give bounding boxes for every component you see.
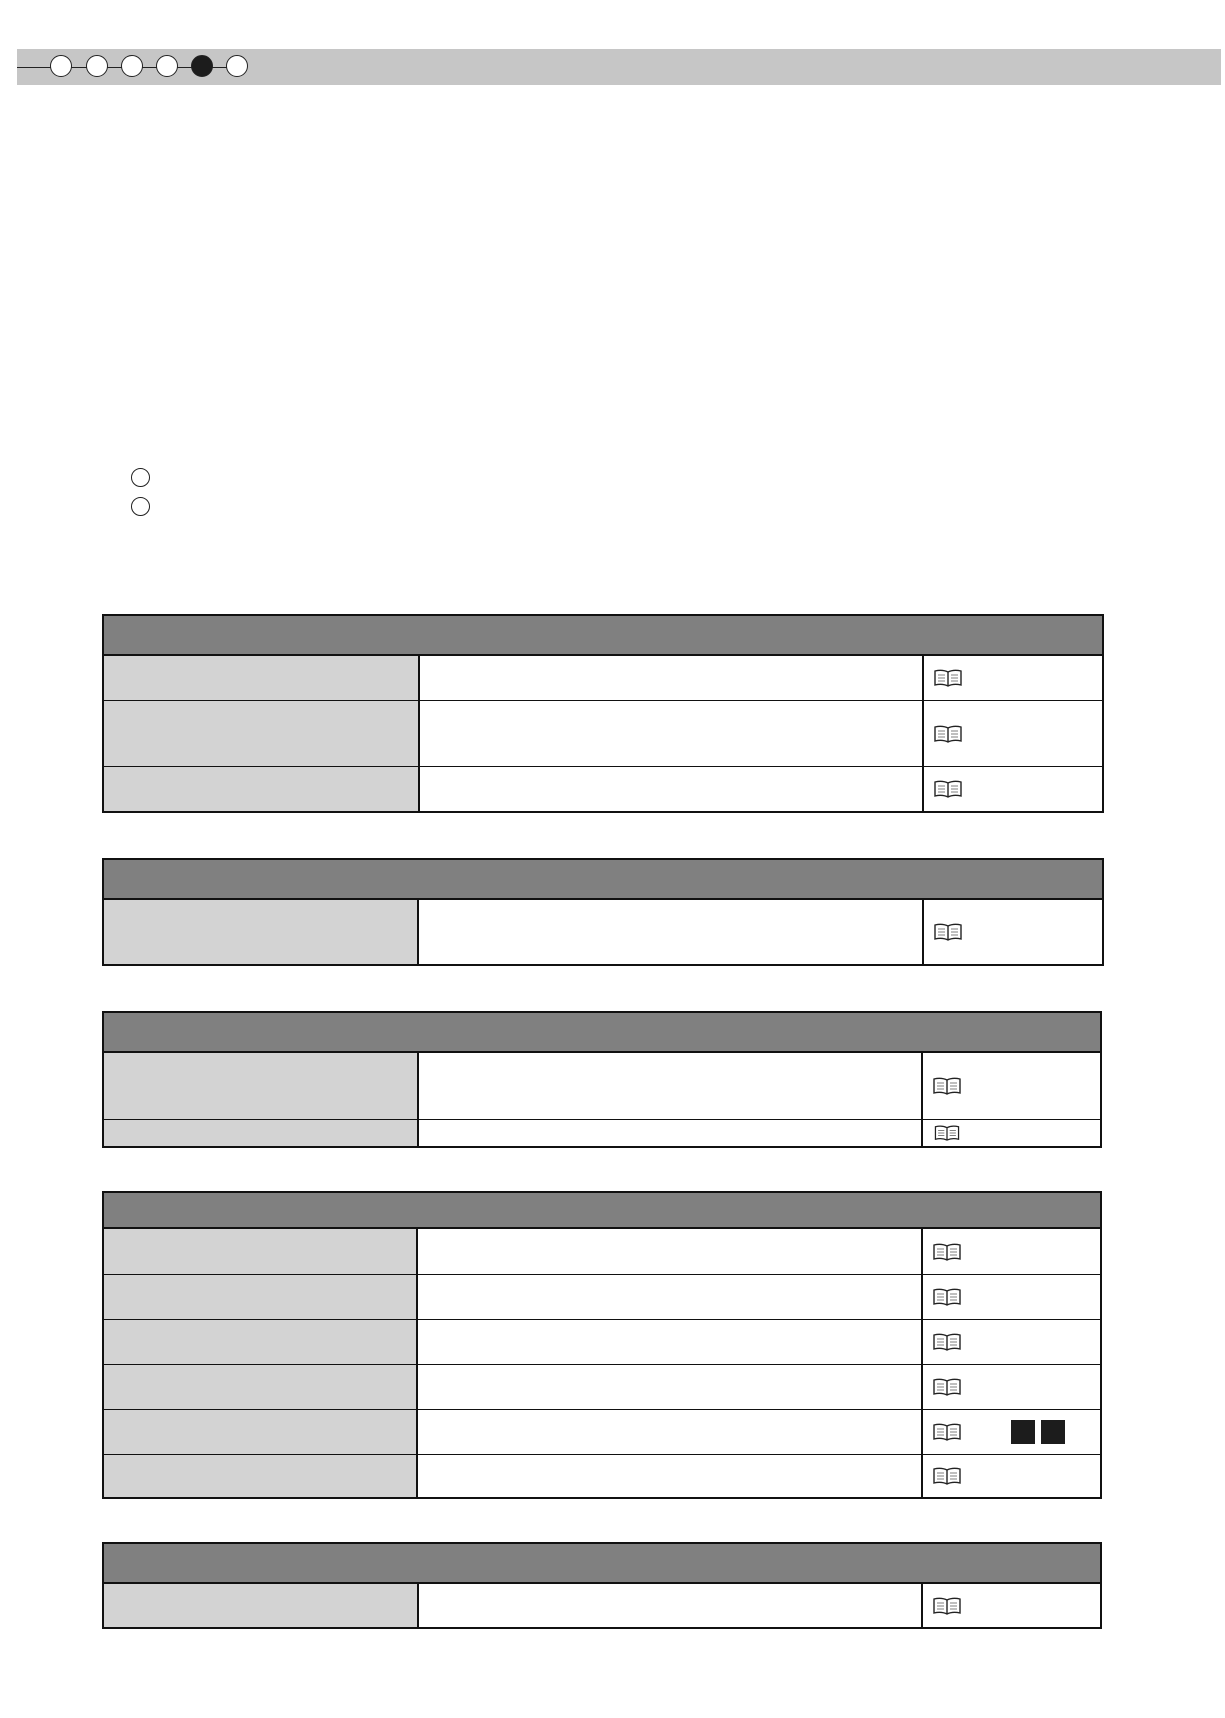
table-header — [104, 616, 1102, 656]
description-cell — [420, 656, 924, 700]
table-3 — [102, 1011, 1102, 1148]
step-5-active-icon — [191, 55, 213, 77]
table-header — [104, 860, 1102, 900]
open-book-icon — [932, 1125, 962, 1141]
reference-cell — [923, 1584, 1100, 1627]
label-cell — [104, 767, 420, 811]
description-cell — [418, 1410, 923, 1454]
table-row — [104, 1364, 1100, 1409]
open-book-icon — [932, 1243, 962, 1261]
label-cell — [104, 701, 420, 766]
step-3-icon — [121, 55, 143, 77]
open-book-icon — [933, 780, 963, 798]
table-4 — [102, 1191, 1102, 1499]
table-header — [104, 1193, 1100, 1229]
black-square-icon — [1041, 1420, 1065, 1444]
open-book-icon — [932, 1467, 962, 1485]
table-row — [104, 1319, 1100, 1364]
description-cell — [419, 900, 924, 964]
table-row — [104, 1454, 1100, 1497]
table-header — [104, 1013, 1100, 1053]
open-book-icon — [933, 923, 963, 941]
table-1 — [102, 614, 1104, 813]
reference-cell — [923, 1275, 1100, 1319]
table-row — [104, 1409, 1100, 1454]
reference-cell — [923, 1455, 1100, 1497]
table-row — [104, 1229, 1100, 1274]
label-cell — [104, 1229, 418, 1274]
open-book-icon — [933, 669, 963, 687]
black-square-icon — [1011, 1420, 1035, 1444]
label-cell — [104, 1275, 418, 1319]
open-book-icon — [932, 1077, 962, 1095]
label-cell — [104, 1365, 418, 1409]
reference-cell — [923, 1053, 1100, 1119]
reference-cell — [923, 1320, 1100, 1364]
table-row — [104, 700, 1102, 766]
circle-bullet-icon — [131, 497, 150, 516]
table-row — [104, 1274, 1100, 1319]
description-cell — [420, 767, 924, 811]
label-cell — [104, 1584, 419, 1627]
label-cell — [104, 1320, 418, 1364]
description-cell — [418, 1229, 923, 1274]
table-row — [104, 1053, 1100, 1119]
table-row — [104, 656, 1102, 700]
open-book-icon — [932, 1333, 962, 1351]
table-row — [104, 900, 1102, 964]
step-6-icon — [226, 55, 248, 77]
open-book-icon — [932, 1423, 962, 1441]
table-2 — [102, 858, 1104, 966]
step-2-icon — [86, 55, 108, 77]
label-cell — [104, 1410, 418, 1454]
circle-bullet-icon — [131, 468, 150, 487]
reference-cell — [923, 1365, 1100, 1409]
reference-cell — [923, 1229, 1100, 1274]
open-book-icon — [932, 1288, 962, 1306]
table-row — [104, 766, 1102, 811]
table-row — [104, 1584, 1100, 1627]
table-header — [104, 1544, 1100, 1584]
description-cell — [419, 1120, 923, 1146]
description-cell — [420, 701, 924, 766]
description-cell — [418, 1275, 923, 1319]
open-book-icon — [932, 1378, 962, 1396]
reference-cell — [924, 767, 1102, 811]
reference-cell — [923, 1120, 1100, 1146]
step-4-icon — [156, 55, 178, 77]
label-cell — [104, 1120, 419, 1146]
open-book-icon — [933, 725, 963, 743]
table-row — [104, 1119, 1100, 1146]
description-cell — [419, 1584, 923, 1627]
description-cell — [419, 1053, 923, 1119]
label-cell — [104, 656, 420, 700]
open-book-icon — [932, 1597, 962, 1615]
reference-cell — [924, 900, 1102, 964]
description-cell — [418, 1320, 923, 1364]
reference-cell — [924, 656, 1102, 700]
description-cell — [418, 1455, 923, 1497]
label-cell — [104, 900, 419, 964]
label-cell — [104, 1053, 419, 1119]
description-cell — [418, 1365, 923, 1409]
header-bar-edge — [1221, 49, 1223, 85]
reference-cell — [923, 1410, 1100, 1454]
table-5 — [102, 1542, 1102, 1629]
reference-cell — [924, 701, 1102, 766]
step-1-icon — [50, 55, 72, 77]
label-cell — [104, 1455, 418, 1497]
